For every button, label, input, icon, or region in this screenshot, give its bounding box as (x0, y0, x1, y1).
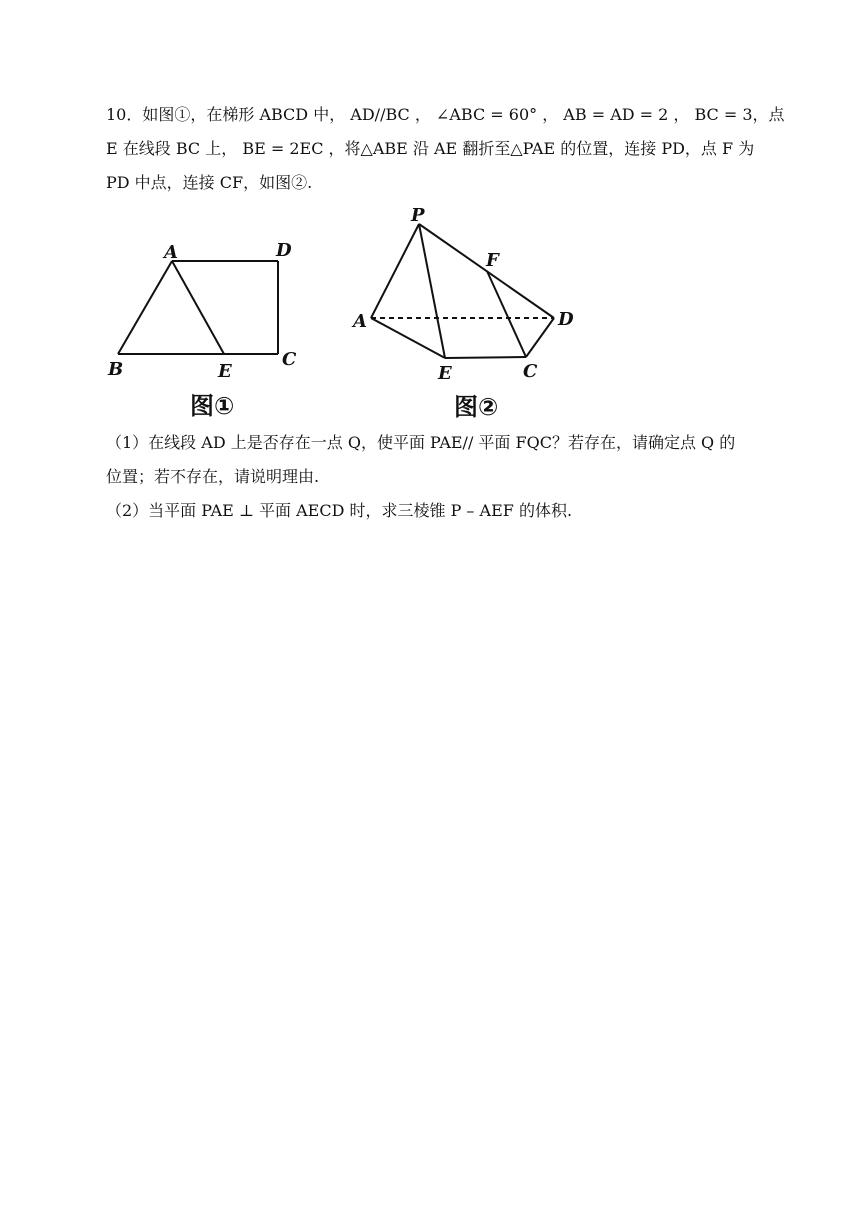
label-D: D (558, 309, 574, 330)
segment-PD (419, 224, 554, 318)
question-1-line-2: 位置；若不存在，请说明理由. (106, 467, 320, 486)
label-D: D (276, 240, 292, 261)
problem-line-2: E 在线段 BC 上， BE = 2EC ，将△ABE 沿 AE 翻折至△PAE 的位置，连接 PD，点 F 为 (106, 139, 755, 158)
label-A: A (353, 311, 367, 332)
figure-2-pyramid (348, 205, 588, 420)
segment-AB (118, 261, 172, 354)
segment-PE (419, 224, 445, 358)
label-E: E (438, 363, 452, 384)
segment-AE (172, 261, 224, 354)
question-2: （2）当平面 PAE ⊥ 平面 AECD 时，求三棱锥 P – AEF 的体积. (106, 501, 573, 520)
figure-2-caption: 图② (454, 393, 499, 420)
label-E: E (218, 361, 232, 382)
label-F: F (486, 250, 499, 271)
figure-1-trapezoid (104, 238, 314, 418)
question-1-line-1: （1）在线段 AD 上是否存在一点 Q，使平面 PAE// 平面 FQC？若存在，请确定点 Q 的 (106, 433, 736, 452)
figure-1-caption: 图① (190, 392, 235, 418)
segment-AE (371, 318, 445, 358)
label-C: C (523, 361, 538, 382)
segment-PA (371, 224, 419, 318)
problem-line-3: PD 中点，连接 CF，如图②. (106, 173, 313, 192)
segment-CD (526, 318, 554, 357)
label-B: B (108, 359, 124, 380)
label-C: C (282, 349, 297, 370)
label-P: P (411, 205, 425, 226)
label-A: A (164, 242, 178, 263)
problem-line-1: 10．如图①，在梯形 ABCD 中， AD//BC ， ∠ABC = 60° ， AB = AD = 2 ， BC = 3，点 (106, 105, 785, 124)
segment-EC (445, 357, 526, 358)
